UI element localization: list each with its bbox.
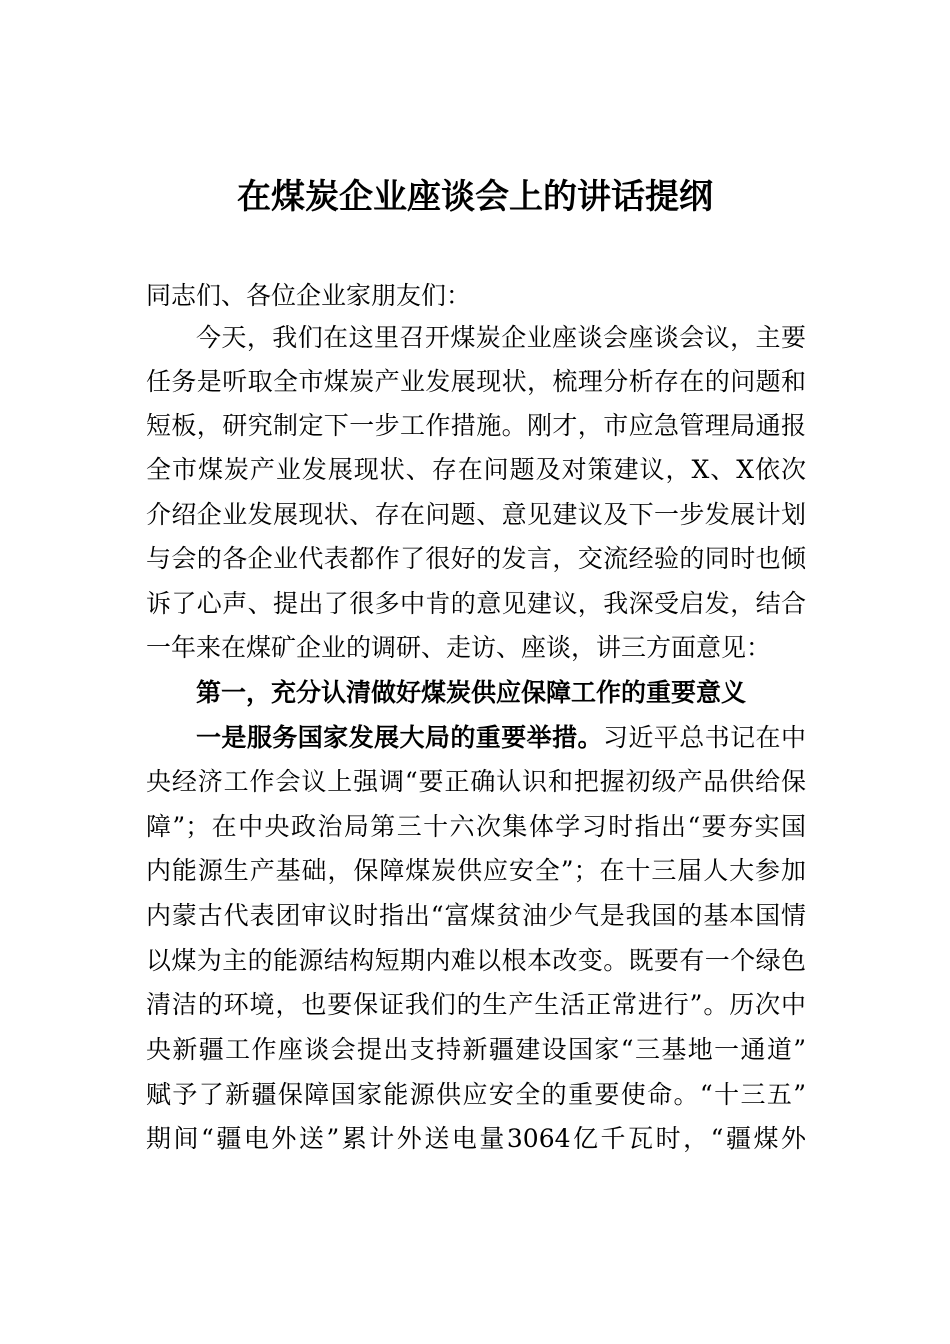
point-text: 习近平总书记在中 (602, 723, 806, 752)
point-title: 一是服务国家发展大局的重要举措。 (196, 723, 603, 752)
paragraph-line: 诉了心声、提出了很多中肯的意见建议，我深受启发，结合 (146, 589, 806, 618)
paragraph-line: 央经济工作会议上强调“要正确认识和把握初级产品供给保 (146, 767, 806, 796)
paragraph-line: 任务是听取全市煤炭产业发展现状，梳理分析存在的问题和 (146, 367, 806, 396)
paragraph-line: 一年来在煤矿企业的调研、走访、座谈，讲三方面意见： (146, 633, 772, 662)
paragraph-line: 内蒙古代表团审议时指出“富煤贫油少气是我国的基本国情 (146, 901, 806, 930)
salutation: 同志们、各位企业家朋友们： (146, 281, 472, 310)
paragraph-line: 障”；在中央政治局第三十六次集体学习时指出“要夯实国 (146, 812, 806, 841)
section-heading: 第一，充分认清做好煤炭供应保障工作的重要意义 (196, 678, 747, 707)
paragraph-line: 期间“疆电外送”累计外送电量3064亿千瓦时，“疆煤外 (146, 1124, 806, 1153)
paragraph-line: 与会的各企业代表都作了很好的发言，交流经验的同时也倾 (146, 544, 806, 573)
paragraph-line: 内能源生产基础，保障煤炭供应安全”；在十三届人大参加 (146, 856, 806, 885)
paragraph-line: 赋予了新疆保障国家能源供应安全的重要使命。“十三五” (146, 1080, 806, 1109)
paragraph-line: 清洁的环境，也要保证我们的生产生活正常进行”。历次中 (146, 990, 806, 1019)
paragraph-line: 央新疆工作座谈会提出支持新疆建设国家“三基地一通道” (146, 1035, 806, 1064)
paragraph-line: 以煤为主的能源结构短期内难以根本改变。既要有一个绿色 (146, 946, 806, 975)
document-title: 在煤炭企业座谈会上的讲话提纲 (237, 177, 713, 217)
point-first-line (196, 716, 806, 760)
paragraph-line: 全市煤炭产业发展现状、存在问题及对策建议，X、X依次 (146, 455, 806, 484)
paragraph-line: 短板，研究制定下一步工作措施。刚才，市应急管理局通报 (146, 411, 806, 440)
paragraph-line: 介绍企业发展现状、存在问题、意见建议及下一步发展计划 (146, 500, 806, 529)
paragraph-line: 今天，我们在这里召开煤炭企业座谈会座谈会议，主要 (196, 323, 806, 352)
